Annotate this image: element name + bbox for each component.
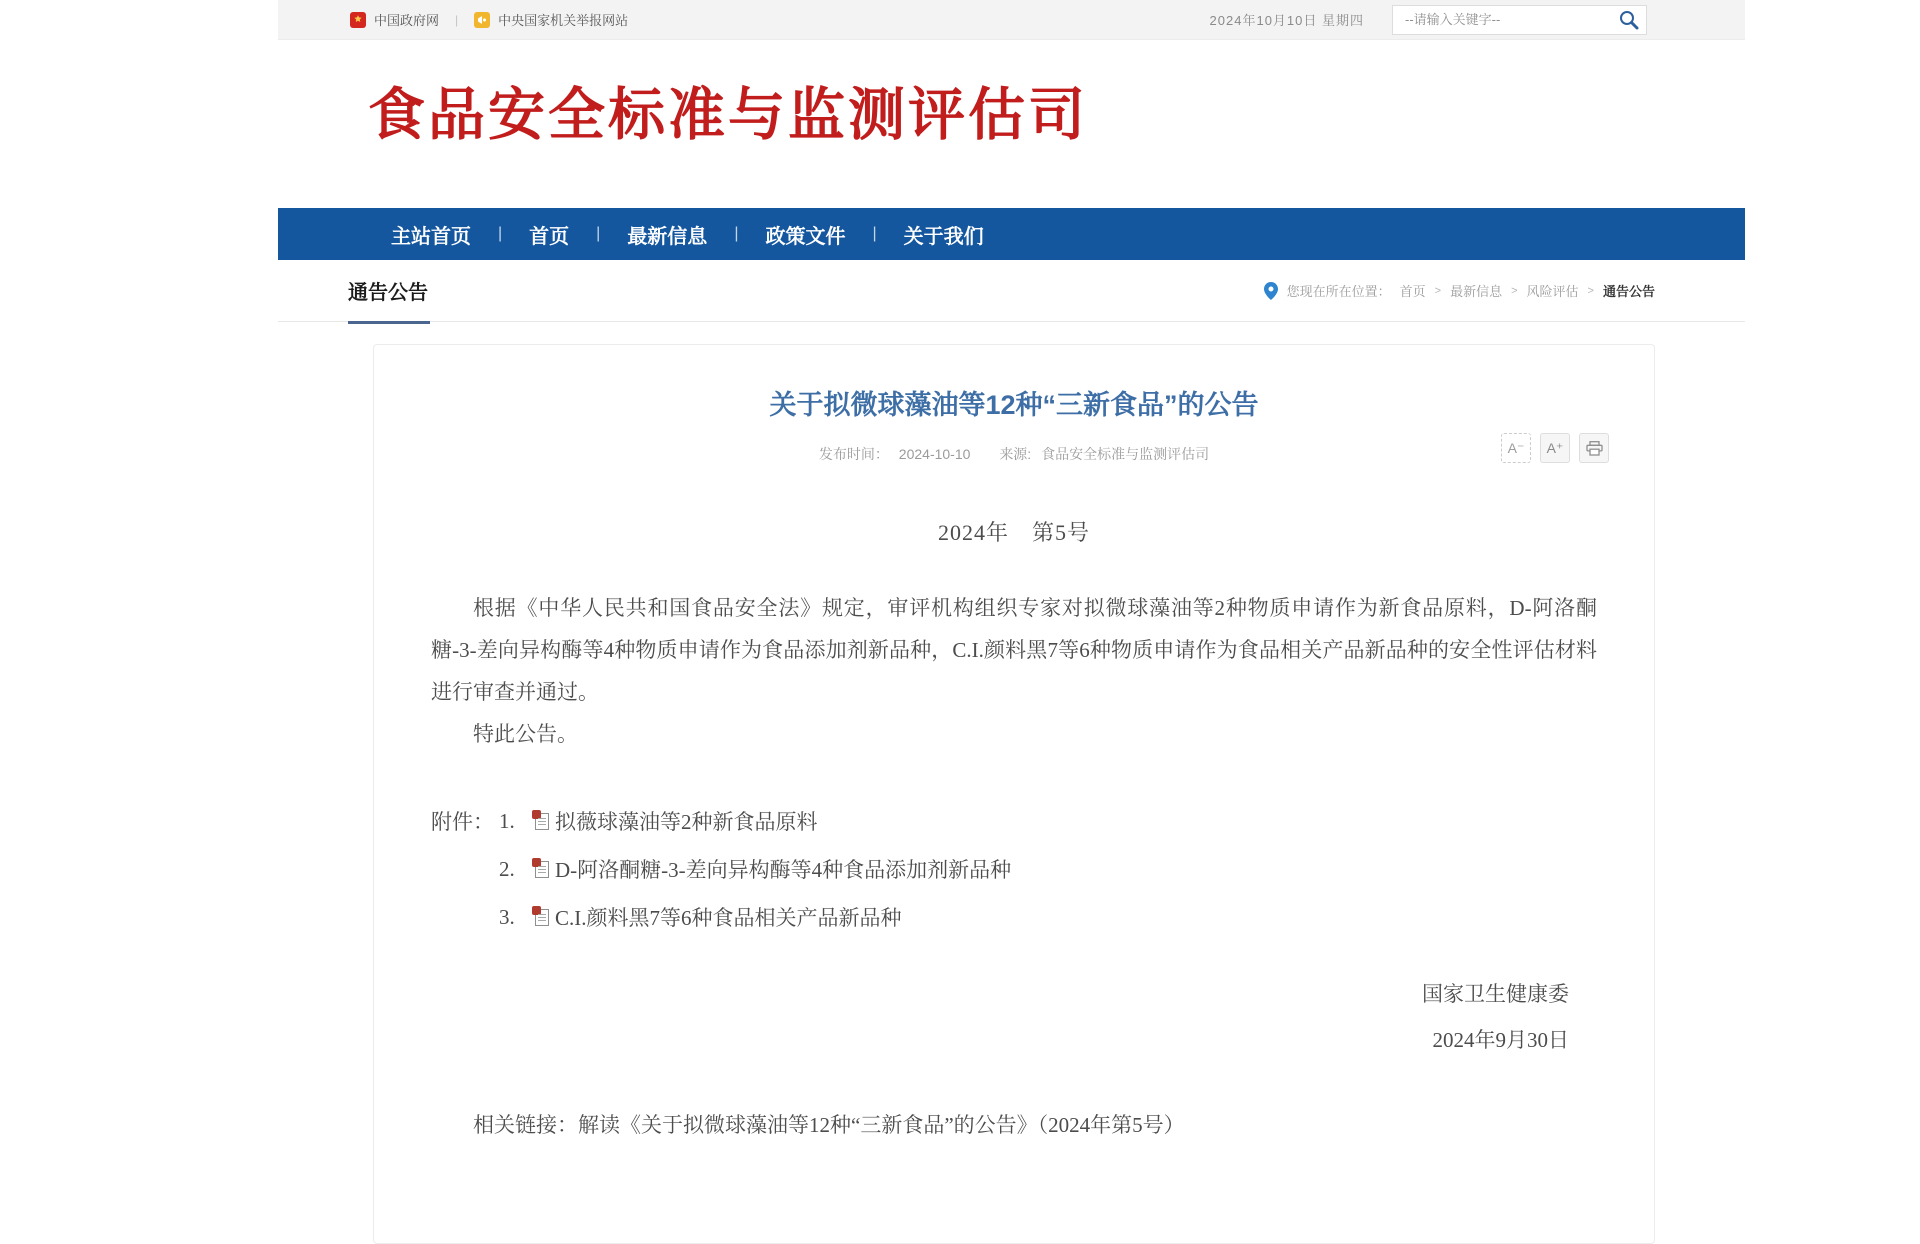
signature-block	[431, 971, 1597, 1063]
publish-date-label: 发布时间：	[818, 446, 889, 462]
breadcrumb-label: 您现在所在位置：	[1286, 284, 1391, 299]
section-title: 通告公告	[348, 276, 428, 305]
nav-item-about-us[interactable]: 关于我们	[903, 225, 984, 248]
attachment-row	[431, 845, 1597, 893]
signature-org: 国家卫生健康委	[1422, 982, 1569, 1006]
topbar-right	[1210, 5, 1647, 35]
breadcrumb-separator: >	[1434, 284, 1442, 297]
nav-separator: |	[872, 225, 877, 242]
location-pin-icon	[1264, 282, 1278, 300]
related-links	[431, 1109, 1597, 1139]
printer-icon	[1586, 441, 1603, 456]
attachment-link-2[interactable]: D-阿洛酮糖-3-差向异构酶等4种食品添加剂新品种	[555, 858, 1012, 882]
topbar-links	[350, 10, 628, 29]
attachment-number: 3.	[499, 904, 515, 929]
breadcrumb-latest-news[interactable]: 最新信息	[1450, 284, 1503, 299]
attachments-list	[431, 797, 1597, 941]
attachment-number: 1.	[499, 808, 515, 833]
font-larger-button[interactable]: A⁺	[1540, 433, 1570, 463]
masthead	[278, 40, 1745, 208]
article-meta	[431, 444, 1597, 464]
publish-date: 2024-10-10	[898, 446, 971, 462]
main-nav	[278, 208, 1745, 260]
signature-date: 2024年9月30日	[1432, 1028, 1569, 1053]
national-emblem-icon	[350, 12, 366, 28]
site-title: 食品安全标准与监测评估司	[368, 83, 1088, 147]
attachment-row	[431, 893, 1597, 941]
nav-item-home[interactable]: 首页	[529, 225, 570, 248]
search-icon[interactable]	[1618, 9, 1640, 31]
report-horn-icon	[474, 12, 490, 28]
attachment-doc-icon	[535, 909, 549, 926]
report-site-link[interactable]: 中央国家机关举报网站	[498, 13, 629, 28]
print-button[interactable]	[1579, 433, 1609, 463]
topbar-separator: |	[455, 12, 459, 27]
current-date: 2024年10月10日 星期四	[1209, 13, 1364, 28]
font-smaller-button[interactable]: A⁻	[1501, 433, 1531, 463]
article	[373, 344, 1655, 1244]
breadcrumb-row	[278, 260, 1745, 322]
nav-separator: |	[498, 225, 503, 242]
topbar	[278, 0, 1745, 40]
attachments-label: 附件：	[431, 810, 494, 834]
article-title: 关于拟微球藻油等12种“三新食品”的公告	[769, 390, 1259, 420]
related-label: 相关链接：	[473, 1113, 578, 1138]
breadcrumb-current: 通告公告	[1602, 284, 1655, 299]
attachment-link-3[interactable]: C.I.颜料黑7等6种食品相关产品新品种	[555, 906, 902, 930]
breadcrumb-home[interactable]: 首页	[1399, 284, 1426, 299]
attachment-doc-icon	[535, 813, 549, 830]
breadcrumb	[1264, 281, 1655, 300]
page-container	[278, 0, 1745, 1244]
article-paragraph: 根据《中华人民共和国食品安全法》规定，审评机构组织专家对拟微球藻油等2种物质申请作为新食品原料，D-阿洛酮糖-3-差向异构酶等4种物质申请作为食品添加剂新品种，C.I.颜料黑7等6种物质申请作为食品相关产品新品种的安全性评估材料进行审查并通过。	[431, 596, 1597, 704]
nav-item-main-home[interactable]: 主站首页	[391, 225, 471, 248]
nav-item-latest-news[interactable]: 最新信息	[627, 225, 708, 248]
search-box	[1392, 5, 1647, 35]
attachment-row	[431, 797, 1597, 845]
source-label: 来源:	[999, 446, 1032, 462]
attachment-link-1[interactable]: 拟薇球藻油等2种新食品原料	[555, 810, 818, 834]
source-value: 食品安全标准与监测评估司	[1041, 446, 1210, 462]
related-link[interactable]: 解读《关于拟微球藻油等12种“三新食品”的公告》（2024年第5号）	[578, 1113, 1185, 1138]
nav-separator: |	[734, 225, 739, 242]
breadcrumb-separator: >	[1511, 284, 1518, 297]
attachment-number: 2.	[499, 856, 515, 881]
article-paragraph-closing: 特此公告。	[473, 722, 578, 746]
gov-site-link[interactable]: 中国政府网	[374, 13, 440, 28]
breadcrumb-separator: >	[1587, 284, 1594, 297]
attachment-doc-icon	[535, 861, 549, 878]
breadcrumb-risk-assessment[interactable]: 风险评估	[1526, 284, 1579, 299]
document-number: 2024年 第5号	[937, 520, 1090, 545]
nav-item-policy-docs[interactable]: 政策文件	[765, 225, 846, 248]
search-input[interactable]	[1403, 11, 1618, 28]
article-tools	[1501, 433, 1609, 463]
nav-separator: |	[596, 225, 601, 242]
